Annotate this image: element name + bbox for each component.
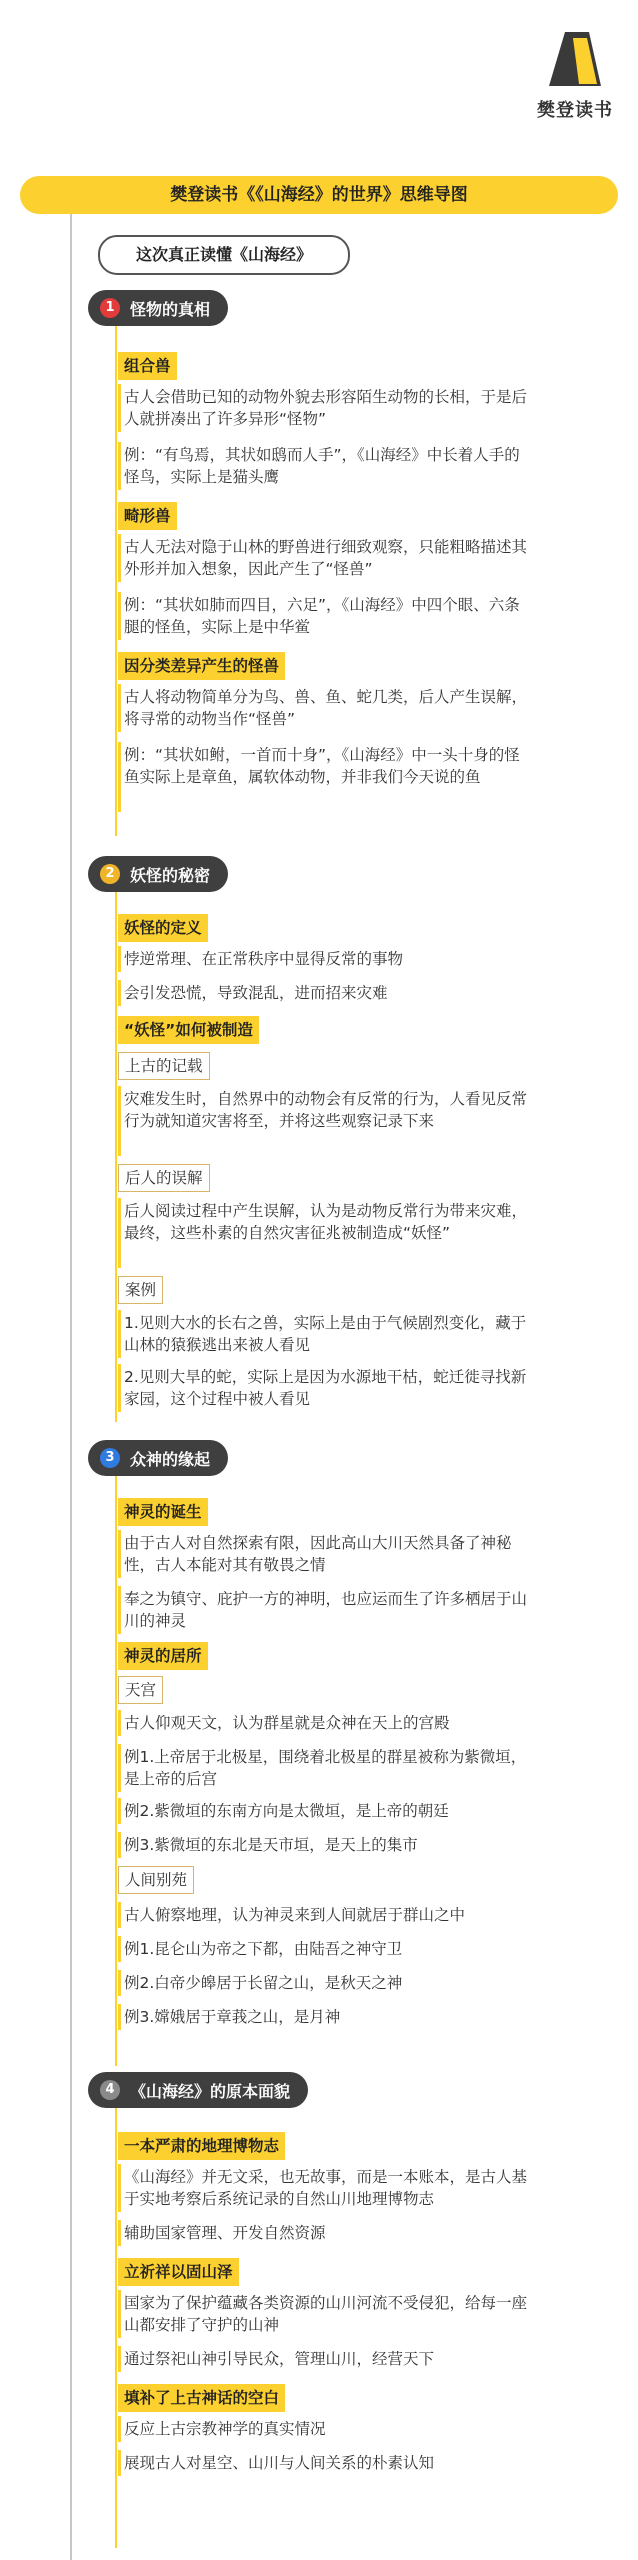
s3-bar: [118, 1970, 121, 1996]
s2-bar: [118, 1364, 121, 1412]
section-2-connector: [115, 892, 117, 1422]
s4-bar: [118, 2164, 121, 2212]
s4-bar: [118, 2450, 121, 2476]
section-4-connector: [115, 2108, 117, 2548]
s3-text: 例3.紫微垣的东北是天市垣，是天上的集市: [124, 1836, 418, 1854]
s2-sub-label: 案例: [118, 1276, 163, 1304]
section-3-title: 众神的缘起: [130, 1449, 211, 1469]
s4-bar: [118, 2346, 121, 2372]
s2-text: 2.见则大旱的蛇，实际上是因为水源地干枯，蛇迁徙寻找新家园，这个过程中被人看见: [124, 1368, 527, 1408]
section-1-title: 怪物的真相: [130, 299, 211, 319]
section-1-pill: [88, 290, 228, 326]
section-2-title: 妖怪的秘密: [130, 865, 211, 885]
s1-text: 例：“有鸟焉，其状如鸱而人手”，《山海经》中长着人手的怪鸟，实际上是猫头鹰: [124, 446, 520, 486]
s3-text: 例1.昆仑山为帝之下都，由陆吾之神守卫: [124, 1940, 403, 1958]
s3-bar: [118, 1798, 121, 1824]
s1-bar: [118, 384, 121, 432]
s2-heading-2: “妖怪”如何被制造: [118, 1016, 259, 1044]
subtitle: 这次真正读懂《山海经》: [98, 235, 350, 275]
s4-text: 通过祭祀山神引导民众，管理山川，经营天下: [124, 2350, 435, 2368]
s3-text: 例1.上帝居于北极星，围绕着北极星的群星被称为紫微垣，是上帝的后宫: [124, 1748, 527, 1788]
s2-text: 悖逆常理、在正常秩序中显得反常的事物: [124, 950, 404, 968]
s4-bar: [118, 2220, 121, 2246]
s4-text: 国家为了保护蕴藏各类资源的山川河流不受侵犯，给每一座山都安排了守护的山神: [124, 2294, 528, 2334]
s2-text: 后人阅读过程中产生误解，认为是动物反常行为带来灾难，最终，这些朴素的自然灾害征兆被制造成“妖怪”: [124, 1202, 528, 1242]
s2-text: 灾难发生时，自然界中的动物会有反常的行为，人看见反常行为就知道灾害将至，并将这些观察记录下来: [124, 1090, 528, 1130]
s4-heading-3: 填补了上古神话的空白: [118, 2384, 285, 2412]
s2-bar: [118, 1310, 121, 1358]
s3-text: 奉之为镇守、庇护一方的神明，也应运而生了许多栖居于山川的神灵: [124, 1590, 528, 1630]
s3-heading-1: 神灵的诞生: [118, 1498, 208, 1526]
s3-heading-2: 神灵的居所: [118, 1642, 208, 1670]
section-4-number: 4: [100, 2080, 120, 2100]
s2-bar: [118, 1086, 121, 1156]
s3-bar: [118, 1744, 121, 1792]
s3-sub-label: 人间别苑: [118, 1866, 194, 1894]
s3-bar: [118, 1936, 121, 1962]
s4-bar: [118, 2290, 121, 2338]
section-3-connector: [115, 1476, 117, 2066]
s1-bar: [118, 742, 121, 812]
section-2-pill: [88, 856, 228, 892]
s3-bar: [118, 1902, 121, 1928]
s1-text: 古人会借助已知的动物外貌去形容陌生动物的长相，于是后人就拼凑出了许多异形“怪物”: [124, 388, 528, 428]
s1-heading-3: 因分类差异产生的怪兽: [118, 652, 285, 680]
s3-text: 古人俯察地理，认为神灵来到人间就居于群山之中: [124, 1906, 466, 1924]
s1-bar: [118, 592, 121, 640]
s2-sub-label: 后人的误解: [118, 1164, 210, 1192]
s1-bar: [118, 684, 121, 732]
s4-heading-2: 立祈祥以固山泽: [118, 2258, 239, 2286]
s1-text: 古人将动物简单分为鸟、兽、鱼、蛇几类，后人产生误解，将寻常的动物当作“怪兽”: [124, 688, 528, 728]
s4-text: 反应上古宗教神学的真实情况: [124, 2420, 326, 2438]
s4-text: 辅助国家管理、开发自然资源: [124, 2224, 326, 2242]
s4-text: 展现古人对星空、山川与人间关系的朴素认知: [124, 2454, 435, 2472]
s3-bar: [118, 1710, 121, 1736]
s3-text: 例2.白帝少皞居于长留之山，是秋天之神: [124, 1974, 403, 1992]
section-3-pill: [88, 1440, 228, 1476]
s3-bar: [118, 1832, 121, 1858]
s4-text: 《山海经》并无文采，也无故事，而是一本账本，是古人基于实地考察后系统记录的自然山川地理博物志: [124, 2168, 528, 2208]
s3-text: 例3.嫦娥居于章莪之山，是月神: [124, 2008, 341, 2026]
s1-bar: [118, 442, 121, 490]
section-4-title: 《山海经》的原本面貌: [130, 2081, 291, 2101]
page-title: 樊登读书《《山海经》的世界》思维导图: [20, 176, 618, 214]
brand-logo-icon: [545, 28, 605, 90]
s4-heading-1: 一本严肃的地理博物志: [118, 2132, 285, 2160]
s1-heading-1: 组合兽: [118, 352, 177, 380]
s4-bar: [118, 2416, 121, 2442]
s2-bar: [118, 980, 121, 1006]
s2-bar: [118, 1198, 121, 1268]
s1-text: 例：“其状如肺而四目，六足”，《山海经》中四个眼、六条腿的怪鱼，实际上是中华鲎: [124, 596, 520, 636]
s1-text: 例：“其状如鲋，一首而十身”，《山海经》中一头十身的怪鱼实际上是章鱼，属软体动物，并非我们今天说的鱼: [124, 746, 520, 786]
section-2-number: 2: [100, 864, 120, 884]
s3-text: 古人仰观天文，认为群星就是众神在天上的宫殿: [124, 1714, 450, 1732]
s3-bar: [118, 1530, 121, 1578]
s2-heading-1: 妖怪的定义: [118, 914, 208, 942]
s3-sub-label: 天宫: [118, 1676, 163, 1704]
s2-text: 1.见则大水的长右之兽，实际上是由于气候剧烈变化，藏于山林的猿猴逃出来被人看见: [124, 1314, 527, 1354]
s2-bar: [118, 946, 121, 972]
section-4-pill: [88, 2072, 308, 2108]
brand: [534, 28, 616, 122]
s1-bar: [118, 534, 121, 582]
s2-text: 会引发恐慌，导致混乱，进而招来灾难: [124, 984, 388, 1002]
s3-bar: [118, 1586, 121, 1634]
mindmap-spine: [70, 214, 72, 2560]
section-1-connector: [115, 326, 117, 836]
s3-text: 例2.紫微垣的东南方向是太微垣，是上帝的朝廷: [124, 1802, 449, 1820]
s3-text: 由于古人对自然探索有限，因此高山大川天然具备了神秘性，古人本能对其有敬畏之情: [124, 1534, 512, 1574]
section-1-number: 1: [100, 298, 120, 318]
section-3-number: 3: [100, 1448, 120, 1468]
s1-text: 古人无法对隐于山林的野兽进行细致观察，只能粗略描述其外形并加入想象，因此产生了“怪兽”: [124, 538, 528, 578]
s1-heading-2: 畸形兽: [118, 502, 177, 530]
s2-sub-label: 上古的记载: [118, 1052, 210, 1080]
s3-bar: [118, 2004, 121, 2030]
brand-name: 樊登读书: [537, 100, 613, 121]
